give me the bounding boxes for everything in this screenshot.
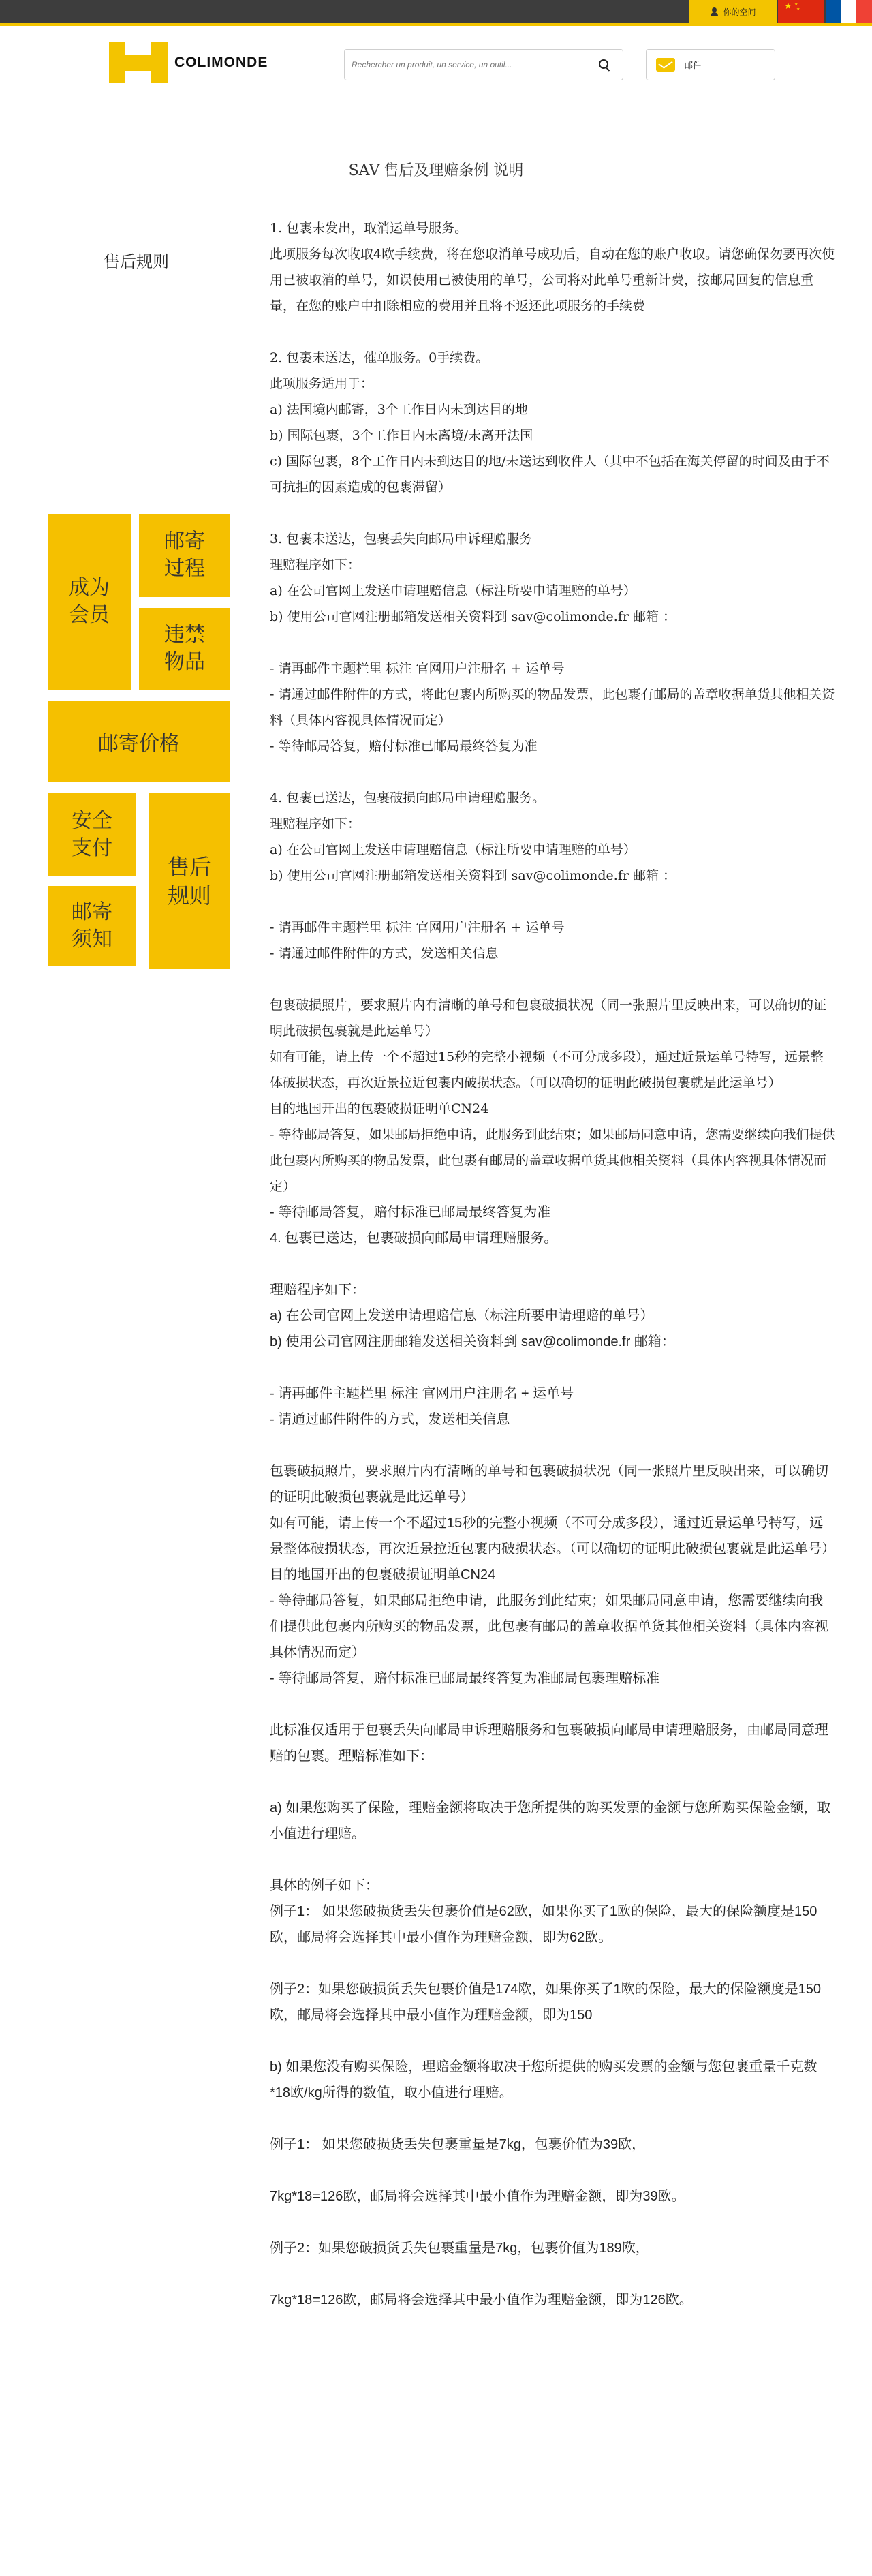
mail-button[interactable] (646, 49, 775, 80)
paragraph: 7kg*18=126欧，邮局将会选择其中最小值作为理赔金额，即为39欧。 (270, 2189, 685, 2204)
paragraph: 1. 包裹未发出，取消运单号服务。 (270, 221, 468, 236)
paragraph: - 等待邮局答复，如果邮局拒绝申请，此服务到此结束；如果邮局同意申请，您需要继续向我们提供此包裹内所购买的物品发票，此包裹有邮局的盖章收据单货其他相关资料（具体内容视具体情况而定） (270, 1127, 835, 1194)
my-space-label: 你的空间 (723, 7, 756, 17)
paragraph: a) 如果您购买了保险，理赔金额将取决于您所提供的购买发票的金额与您所购买保险金额，取小值进行理赔。 (270, 1800, 831, 1841)
paragraph: - 请通过邮件附件的方式，发送相关信息 (270, 1412, 510, 1427)
paragraph: b) 使用公司官网注册邮箱发送相关资料到 sav@colimonde.fr 邮箱 ： (270, 609, 676, 624)
logo-text: COLIMONDE (174, 55, 268, 70)
top-bar (0, 0, 872, 23)
paragraph: 理赔程序如下： (270, 1283, 365, 1298)
paragraph: 2. 包裹未送达，催单服务。0手续费。 (270, 350, 489, 365)
paragraph: a) 法国境内邮寄，3个工作日内未到达目的地 (270, 402, 528, 417)
paragraph: - 请再邮件主题栏里 标注 官网用户注册名 + 运单号 (270, 920, 565, 935)
paragraph: - 请通过邮件附件的方式，发送相关信息 (270, 946, 499, 961)
tile-shipping-price[interactable]: 邮寄价格 (48, 701, 230, 782)
paragraph: a) 在公司官网上发送申请理赔信息（标注所要申请理赔的单号） (270, 1308, 654, 1323)
paragraph: 4. 包裹已送达，包裹破损向邮局申请理赔服务。 (270, 791, 546, 806)
paragraph: - 等待邮局答复，如果邮局拒绝申请，此服务到此结束；如果邮局同意申请，您需要继续向我们提供此包裹内所购买的物品发票，此包裹有邮局的盖章收据单货其他相关资料（具体内容视具体情况而定） (270, 1593, 828, 1660)
paragraph: - 等待邮局答复，赔付标准已邮局最终答复为准 (270, 739, 538, 754)
tile-prohibited-items[interactable]: 违禁 物品 (139, 608, 230, 690)
paragraph: 例子1： 如果您破损货丢失包裹价值是62欧，如果你买了1欧的保险，最大的保险额度是150欧，邮局将会选择其中最小值作为理赔金额，即为62欧。 (270, 1904, 818, 1945)
paragraph: 如有可能，请上传一个不超过15秒的完整小视频（不可分成多段），通过近景运单号特写，远景整体破损状态，再次近景拉近包裹内破损状态。（可以确切的证明此破损包裹就是此运单号） (270, 1516, 835, 1557)
mail-label: 邮件 (685, 60, 702, 70)
paragraph: a) 在公司官网上发送申请理赔信息（标注所要申请理赔的单号） (270, 583, 636, 598)
search-input[interactable] (345, 50, 585, 80)
paragraph: - 请再邮件主题栏里 标注 官网用户注册名 + 运单号 (270, 1386, 574, 1401)
paragraph: 此项服务适用于： (270, 376, 374, 391)
paragraph: b) 国际包裹，3个工作日内未离境/未离开法国 (270, 428, 533, 443)
tile-after-sales-rules[interactable]: 售后 规则 (149, 793, 230, 969)
rules-content (270, 215, 835, 2313)
paragraph: 目的地国开出的包裹破损证明单CN24 (270, 1567, 496, 1582)
tile-shipping-notice[interactable]: 邮寄 须知 (48, 886, 136, 966)
paragraph: 3. 包裹未送达，包裹丢失向邮局申诉理赔服务 (270, 532, 533, 547)
paragraph: - 等待邮局答复，赔付标准已邮局最终答复为准邮局包裹理赔标准 (270, 1671, 660, 1686)
paragraph: b) 如果您没有购买保险，理赔金额将取决于您所提供的购买发票的金额与您包裹重量千克数*18欧/kg所得的数值，取小值进行理赔。 (270, 2059, 818, 2100)
page-title: SAV 售后及理赔条例 说明 (348, 162, 524, 179)
paragraph: c) 国际包裹，8个工作日内未到达目的地/未送达到收件人（其中不包括在海关停留的时间及由于不可抗拒的因素造成的包裹滞留） (270, 454, 830, 495)
paragraph: 此标准仅适用于包裹丢失向邮局申诉理赔服务和包裹破损向邮局申请理赔服务，由邮局同意理赔的包裹。理赔标准如下： (270, 1723, 828, 1764)
header-accent-line (0, 23, 872, 26)
search-icon (599, 59, 608, 69)
fr-flag-icon[interactable] (826, 0, 872, 23)
tile-become-member[interactable]: 成为 会员 (48, 514, 131, 690)
paragraph: 具体的例子如下： (270, 1878, 379, 1893)
paragraph: 理赔程序如下： (270, 816, 361, 831)
paragraph: 目的地国开出的包裹破损证明单CN24 (270, 1101, 489, 1116)
user-icon (710, 7, 719, 16)
paragraph: 理赔程序如下： (270, 557, 361, 572)
paragraph: 4. 包裹已送达，包裹破损向邮局申请理赔服务。 (270, 1231, 558, 1246)
search-button[interactable] (585, 50, 623, 80)
paragraph: b) 使用公司官网注册邮箱发送相关资料到 sav@colimonde.fr 邮箱 ： (270, 868, 676, 883)
tile-secure-payment[interactable]: 安全 支付 (48, 793, 136, 876)
paragraph: b) 使用公司官网注册邮箱发送相关资料到 sav@colimonde.fr 邮箱： (270, 1334, 675, 1349)
search-box (344, 49, 623, 80)
paragraph: 例子1： 如果您破损货丢失包裹重量是7kg，包裹价值为39欧， (270, 2137, 646, 2152)
my-space-button[interactable] (689, 0, 777, 23)
logo-mark-icon (109, 42, 168, 83)
cn-flag-icon[interactable]: ★ ★ ★ (778, 0, 824, 23)
paragraph: 例子2：如果您破损货丢失包裹价值是174欧，如果你买了1欧的保险，最大的保险额度是150欧，邮局将会选择其中最小值作为理赔金额，即为150 (270, 1982, 821, 2023)
paragraph: 如有可能，请上传一个不超过15秒的完整小视频（不可分成多段），通过近景运单号特写，远景整体破损状态，再次近景拉近包裹内破损状态。（可以确切的证明此破损包裹就是此运单号） (270, 1049, 824, 1090)
after-sales-rules-heading: 售后规则 (104, 252, 169, 271)
paragraph: 此项服务每次收取4欧手续费，将在您取消单号成功后，自动在您的账户收取。请您确保勿要再次使用已被取消的单号，如误使用已被使用的单号，公司将对此单号重新计费，按邮局回复的信息重量，在您的账户中扣除相应的费用并且将不返还此项服务的手续费 (270, 247, 835, 313)
logo[interactable] (109, 42, 268, 83)
paragraph: - 请再邮件主题栏里 标注 官网用户注册名 + 运单号 (270, 661, 565, 676)
paragraph: a) 在公司官网上发送申请理赔信息（标注所要申请理赔的单号） (270, 842, 636, 857)
paragraph: 7kg*18=126欧，邮局将会选择其中最小值作为理赔金额，即为126欧。 (270, 2293, 693, 2307)
paragraph: 例子2：如果您破损货丢失包裹重量是7kg，包裹价值为189欧， (270, 2241, 649, 2256)
paragraph: 包裹破损照片，要求照片内有清晰的单号和包裹破损状况（同一张照片里反映出来，可以确切的证明此破损包裹就是此运单号） (270, 998, 827, 1039)
paragraph: - 请通过邮件附件的方式，将此包裹内所购买的物品发票，此包裹有邮局的盖章收据单货其他相关资料（具体内容视具体情况而定） (270, 687, 835, 728)
mail-icon (656, 58, 675, 72)
paragraph: - 等待邮局答复，赔付标准已邮局最终答复为准 (270, 1205, 551, 1220)
tile-shipping-process[interactable]: 邮寄 过程 (139, 514, 230, 597)
paragraph: 包裹破损照片，要求照片内有清晰的单号和包裹破损状况（同一张照片里反映出来，可以确切的证明此破损包裹就是此运单号） (270, 1464, 828, 1505)
